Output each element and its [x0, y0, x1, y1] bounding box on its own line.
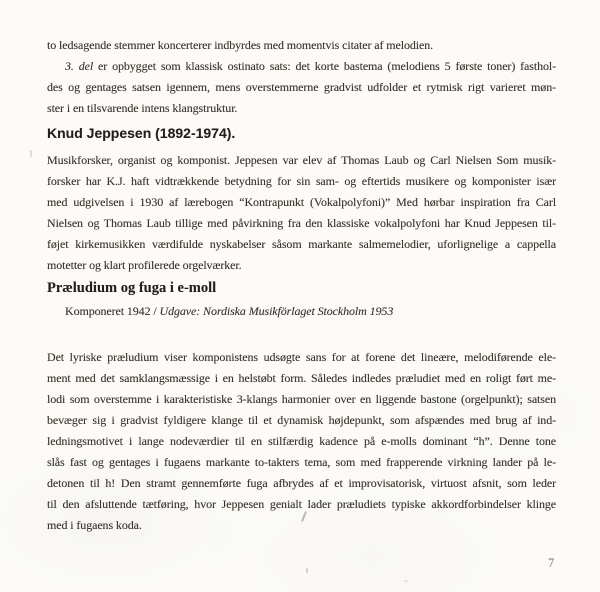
- text-line: [47, 515, 556, 536]
- composer-heading: [47, 123, 556, 144]
- text-run: Musikforsker, organist og komponist. Jeppesen var elev af Thomas Laub og Carl Nielsen Som musik-: [47, 153, 556, 167]
- italic-run: Udgave: Nordiska Musikförlaget Stockholm 1953: [159, 304, 394, 318]
- text-run: Nielsen og Thomas Laub tillige med påvirkning fra den klassiske vokalpolyfoni har Knud Jeppesen til-: [47, 216, 556, 230]
- text-line: [47, 171, 556, 192]
- text-line: [47, 347, 556, 368]
- text-line: [47, 35, 556, 56]
- text-line: [47, 255, 556, 276]
- scan-artifact-tick: [306, 568, 308, 573]
- paragraph: [47, 347, 556, 536]
- text-run: Knud Jeppesen (1892-1974).: [47, 125, 236, 141]
- text-line: [47, 368, 556, 389]
- text-run: lodi som overstemme i karakteristiske 3-klangs harmonier over en liggende bastone (orgelpunkt); satsen: [47, 392, 556, 406]
- text-line: [47, 452, 556, 473]
- text-line: [47, 278, 556, 299]
- text-run: to ledsagende stemmer koncerterer indbyrdes med momentvis citater af melodien.: [47, 38, 434, 52]
- text-run: ment med det samklangsmæssige i en helstøbt form. Således indledes præludiet med en roligt ført me-: [47, 371, 556, 385]
- text-line: [47, 98, 556, 119]
- text-line: [47, 56, 556, 77]
- scan-artifact-margin-dash: [30, 150, 32, 157]
- text-run: Præludium og fuga i e-moll: [47, 280, 217, 296]
- italic-run: 3. del: [65, 59, 94, 73]
- text-run: bevæger sig i gradvist fyldigere klange til et dynamisk højdepunkt, som afspændes med brug af ind-: [47, 413, 556, 427]
- text-line: [47, 301, 556, 322]
- text-line: [47, 150, 556, 171]
- work-details: [47, 301, 556, 322]
- scan-artifact-speck: [404, 580, 408, 582]
- text-run: detonen til h! Den stramt gennemførte fuga afbrydes af et improvisatorisk, virtuost afsnit, som leder: [47, 476, 556, 490]
- text-run: er opbygget som klassisk ostinato sats: det korte bastema (melodiens 5 første toner) fasthol-: [93, 59, 556, 73]
- work-title: [47, 278, 556, 299]
- text-run: til den afsluttende tætføring, hvor Jeppesen genialt lader præludiets typiske akkordforbindelser klinge: [47, 497, 556, 511]
- paragraph: [47, 35, 556, 119]
- text-line: [47, 389, 556, 410]
- text-run: forsker har K.J. haft vidtrækkende betydning for sin sam- og eftertids musikere og komponister især: [47, 174, 556, 188]
- text-run: slås fast og gentages i fugaens markante to-takters tema, som med frapperende virkning lander på le-: [47, 455, 556, 469]
- text-run: med udgivelsen i 1930 af lærebogen “Kontrapunkt (Vokalpolyfoni)” Med hørbar inspiration fra Carl: [47, 195, 556, 209]
- text-run: motetter og klart profilerede orgelværker.: [47, 258, 242, 272]
- paragraph: [47, 150, 556, 276]
- text-run: med i fugaens koda.: [47, 518, 142, 532]
- text-run: Det lyriske præludium viser komponistens udsøgte sans for at forene det lineære, melodiførende ele-: [47, 350, 556, 364]
- page-number: 7: [548, 556, 555, 570]
- text-line: [47, 410, 556, 431]
- text-line: [47, 494, 556, 515]
- text-run: ledningsmotivet i lange nodeværdier til en stilfærdig kadence på e-molls dominant “h”. Denne tone: [47, 434, 556, 448]
- text-run: des og gentages satsen igennem, mens overstemmerne gradvist udfolder et rytmisk rigt varieret møn-: [47, 80, 556, 94]
- text-line: [47, 192, 556, 213]
- text-line: [47, 213, 556, 234]
- text-line: [47, 473, 556, 494]
- text-line: [47, 77, 556, 98]
- text-line: [47, 431, 556, 452]
- text-line: [47, 123, 556, 144]
- text-run: ster i en tilsvarende intens klangstruktur.: [47, 101, 238, 115]
- text-column: [47, 35, 556, 536]
- text-run: føjet kirkemusikken værdifulde nyskabelser såsom markante salmemelodier, uforlignelige a cappella: [47, 237, 556, 251]
- text-line: [47, 234, 556, 255]
- text-run: Komponeret 1942 /: [65, 304, 160, 318]
